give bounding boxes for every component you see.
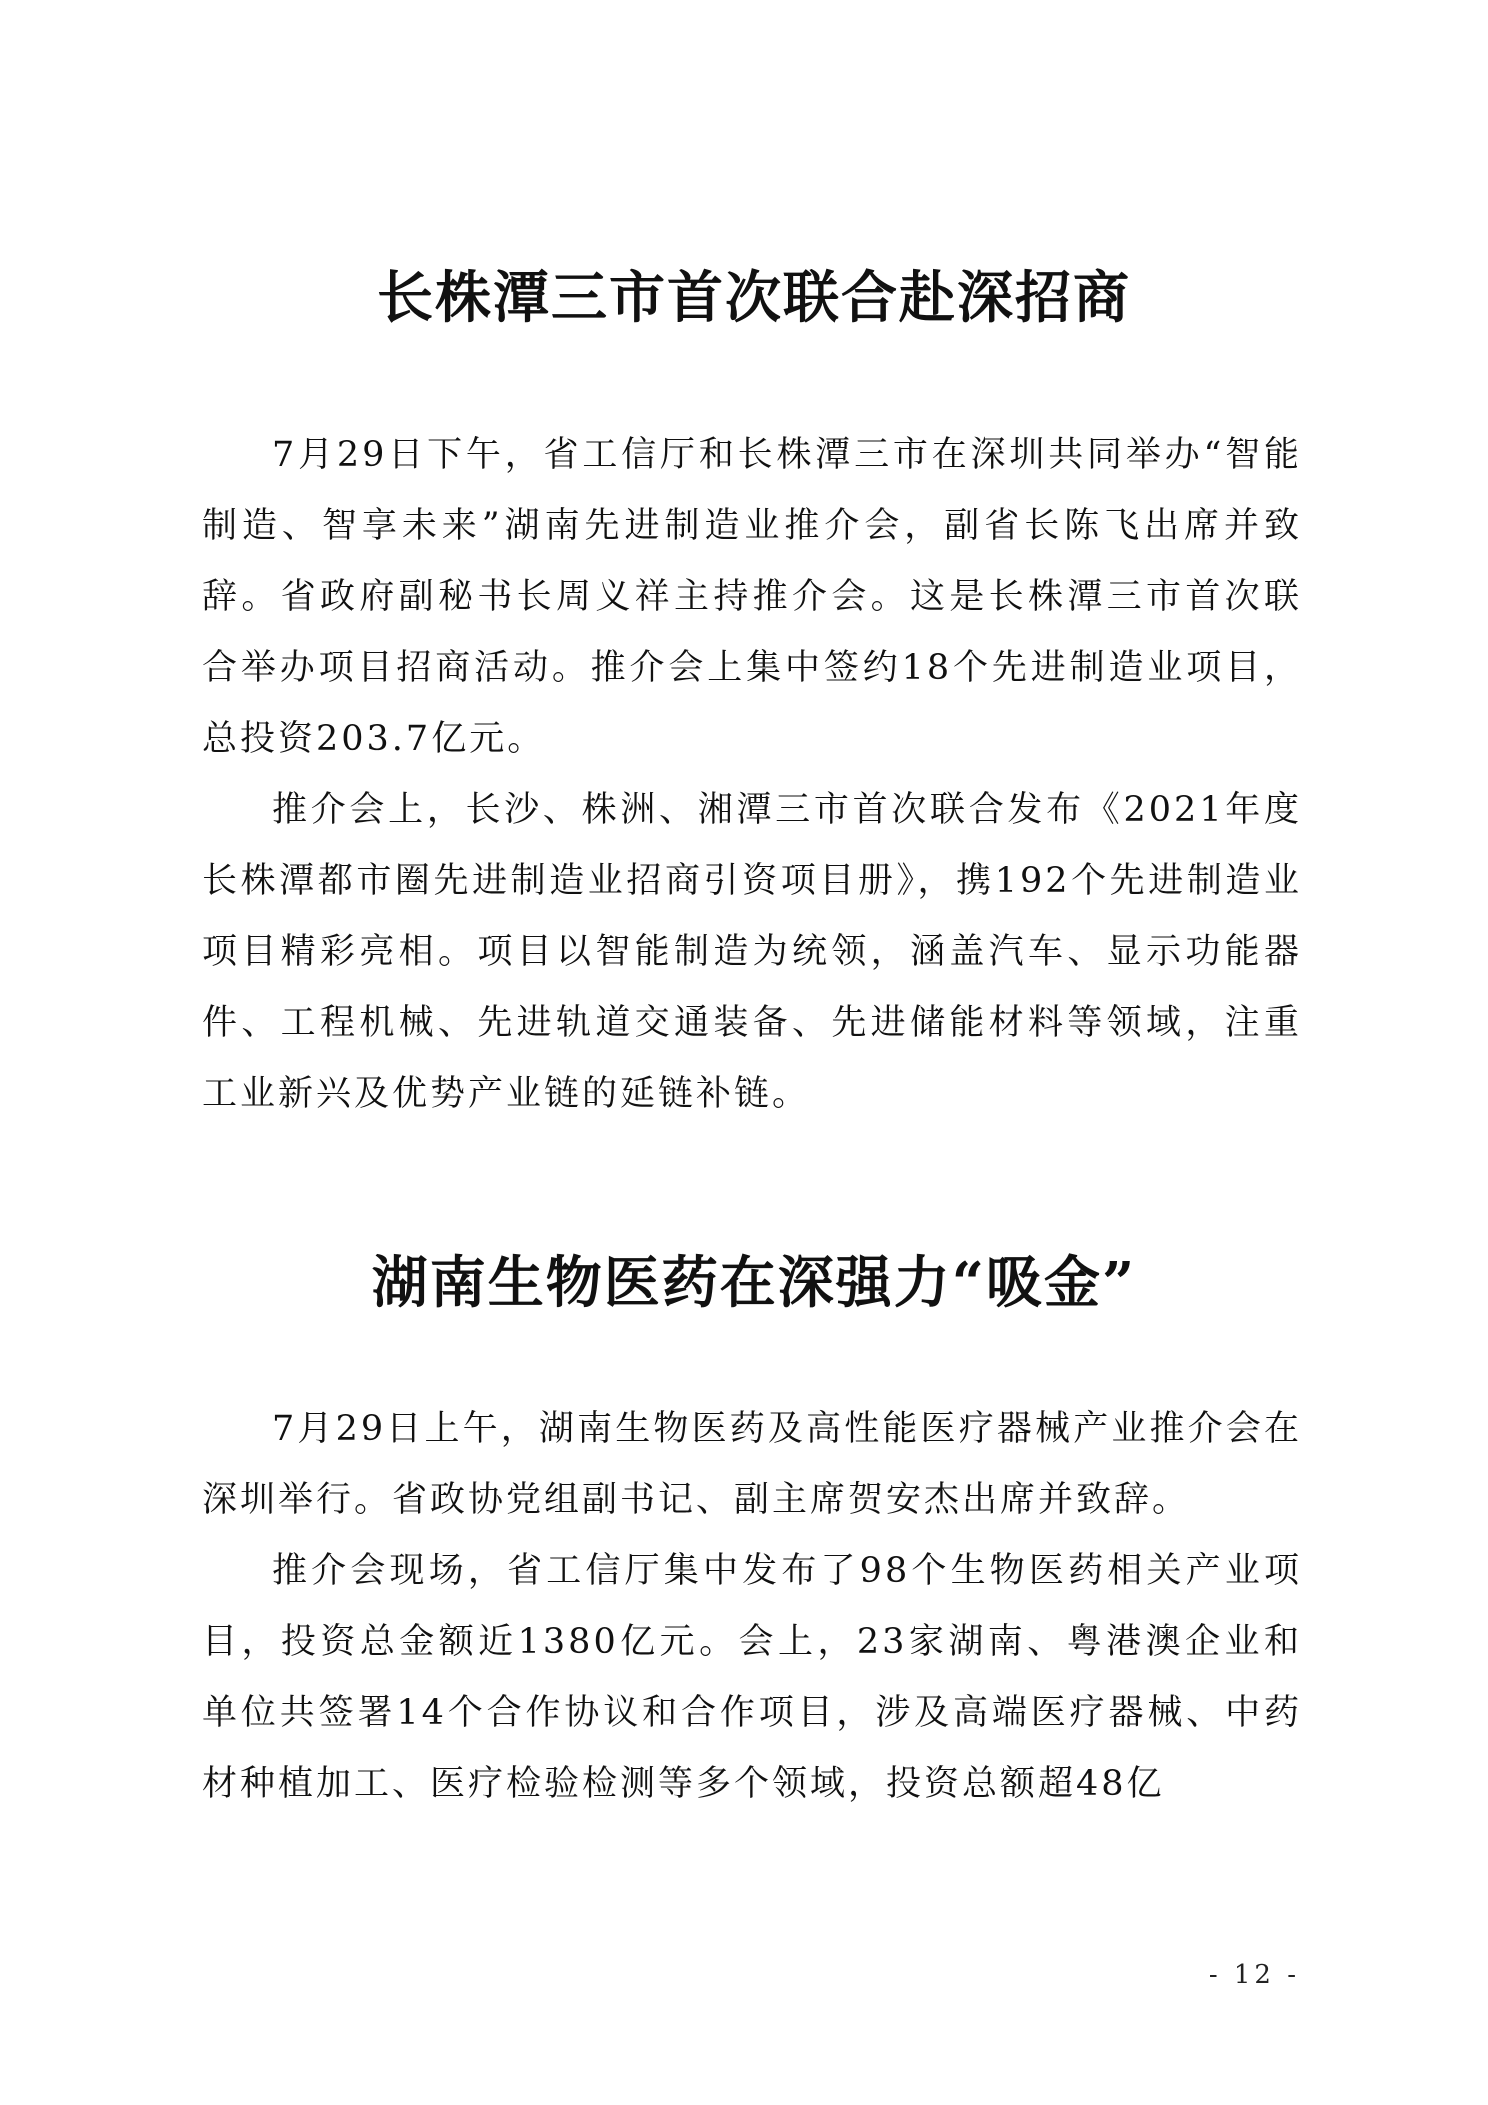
page-number: - 12 - (1208, 1960, 1300, 1990)
paragraph: 7月29日上午，湖南生物医药及高性能医疗器械产业推介会在深圳举行。省政协党组副书记、副主席贺安杰出席并致辞。 (202, 1409, 1302, 1520)
section-body-changzhutan (202, 420, 1302, 1130)
paragraph: 7月29日下午，省工信厅和长株潭三市在深圳共同举办“智能制造、智享未来”湖南先进制造业推介会，副省长陈飞出席并致辞。省政府副秘书长周义祥主持推介会。这是长株潭三市首次联合举办项目招商活动。推介会上集中签约18个先进制造业项目，总投资203.7亿元。 (202, 435, 1302, 759)
paragraph: 推介会上，长沙、株洲、湘潭三市首次联合发布《2021年度长株潭都市圈先进制造业招商引资项目册》，携192个先进制造业项目精彩亮相。项目以智能制造为统领，涵盖汽车、显示功能器件、工程机械、先进轨道交通装备、先进储能材料等领域，注重工业新兴及优势产业链的延链补链。 (202, 790, 1302, 1114)
section-title-changzhutan: 长株潭三市首次联合赴深招商 (377, 265, 1131, 331)
section-body-biomedicine (202, 1394, 1302, 1820)
section-title-biomedicine: 湖南生物医药在深强力“吸金” (371, 1250, 1137, 1316)
paragraph: 推介会现场，省工信厅集中发布了98个生物医药相关产业项目，投资总金额近1380亿元。会上，23家湖南、粤港澳企业和单位共签署14个合作协议和合作项目，涉及高端医疗器械、中药材种植加工、医疗检验检测等多个领域，投资总额超48亿 (202, 1551, 1302, 1804)
